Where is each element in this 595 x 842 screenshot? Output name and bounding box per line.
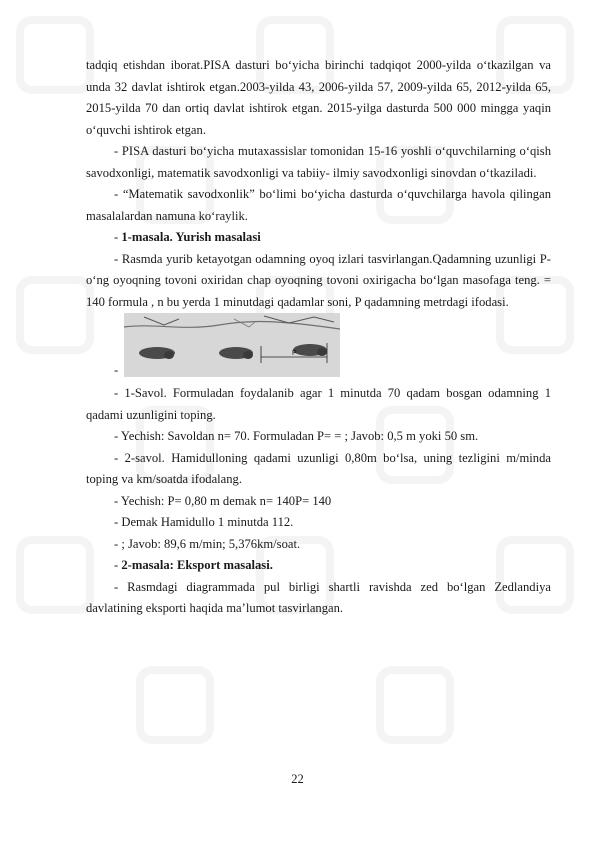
- paragraph: [86, 491, 551, 513]
- paragraph: [86, 141, 551, 184]
- problem-heading: [86, 227, 551, 249]
- heading-text: 2-masala: Eksport masalasi.: [121, 558, 273, 572]
- paragraph-text: Demak Hamidullo 1 minutda 112.: [121, 515, 294, 529]
- paragraph: [86, 184, 551, 227]
- paragraph-text: 2-savol. Hamidulloning qadami uzunligi 0,80m bo‘lsa, uning tezligini m/minda toping va km/soatda ifodalang.: [86, 450, 551, 486]
- paragraph-text: Rasmdagi diagrammada pul birligi shartli ravishda zed bo‘lgan Zedlandiya davlatining eksporti haqida ma’lumot tasvirlangan.: [86, 579, 551, 615]
- bullet-dash: -: [114, 187, 119, 201]
- paragraph: [86, 383, 551, 426]
- bullet-dash: -: [114, 515, 119, 529]
- figure-row: [86, 313, 551, 383]
- paragraph: [86, 426, 551, 448]
- bullet-dash: -: [114, 429, 119, 443]
- bullet-dash: -: [114, 386, 119, 400]
- page-content: [86, 55, 551, 620]
- paragraph-text: Rasmda yurib ketayotgan odamning oyoq izlari tasvirlangan.Qadamning uzunligi P- o‘ng oyoqning tovoni oxiridan chap oyoqning tovoni oxirigacha bo‘lgan masofaga teng. = 140 formula , n bu yerda 1 minutdagi qadamlar soni, P qadamning metrdagi ifodasi.: [86, 251, 551, 309]
- page-number: 22: [291, 772, 304, 786]
- footprints-figure: [124, 313, 340, 377]
- paragraph-text: PISA dasturi bo‘yicha mutaxassislar tomonidan 15-16 yoshli o‘quvchilarning o‘qish savodxonligi, matematik savodxonligi va tabiiy- ilmiy savodxonligi sinovdan o‘tkaziladi.: [86, 144, 552, 180]
- paragraph: [86, 577, 551, 620]
- paragraph: [86, 55, 551, 141]
- paragraph-text: 1-Savol. Formuladan foydalanib agar 1 minutda 70 qadam bosgan odamning 1 qadami uzunligini toping.: [86, 386, 551, 422]
- paragraph-text: ; Javob: 89,6 m/min; 5,376km/soat.: [121, 536, 301, 551]
- paragraph: [86, 249, 551, 314]
- bullet-dash: -: [114, 251, 119, 266]
- bullet-dash: -: [114, 230, 119, 244]
- bullet-dash: -: [114, 450, 119, 465]
- paragraph-text: Yechish: Savoldan n= 70. Formuladan P= = ; Javob: 0,5 m yoki 50 sm.: [120, 429, 479, 443]
- heading-text: 1-masala. Yurish masalasi: [121, 230, 261, 244]
- paragraph: [86, 534, 551, 556]
- paragraph-text: Yechish: P= 0,80 m demak n= 140P= 140: [120, 493, 332, 508]
- bullet-dash: -: [114, 493, 119, 508]
- bullet-dash: -: [114, 536, 119, 551]
- paragraph: [86, 512, 551, 534]
- paragraph-text: tadqiq etishdan iborat.PISA dasturi bo‘yicha birinchi tadqiqot 2000-yilda o‘tkazilgan va unda 32 davlat ishtirok etgan.2003-yilda 43, 2006-yilda 57, 2009-yilda 65, 2012-yilda 65, 2015-yilda 70 dan ortiq davlat ishtirok etgan. 2015-yilga dasturda 500 000 mingga yaqin o‘quvchi ishtirok etgan.: [86, 58, 551, 137]
- bullet-dash: -: [114, 579, 119, 594]
- problem-heading: [86, 555, 551, 577]
- bullet-dash: -: [114, 558, 119, 572]
- paragraph: [86, 448, 551, 491]
- step-length-label: P: [292, 350, 297, 357]
- bullet-dash: -: [114, 363, 119, 377]
- paragraph-text: “Matematik savodxonlik” bo‘limi bo‘yicha dasturda o‘quvchilarga havola qilingan masalalardan namuna ko‘raylik.: [86, 187, 551, 223]
- bullet-dash: -: [114, 144, 119, 158]
